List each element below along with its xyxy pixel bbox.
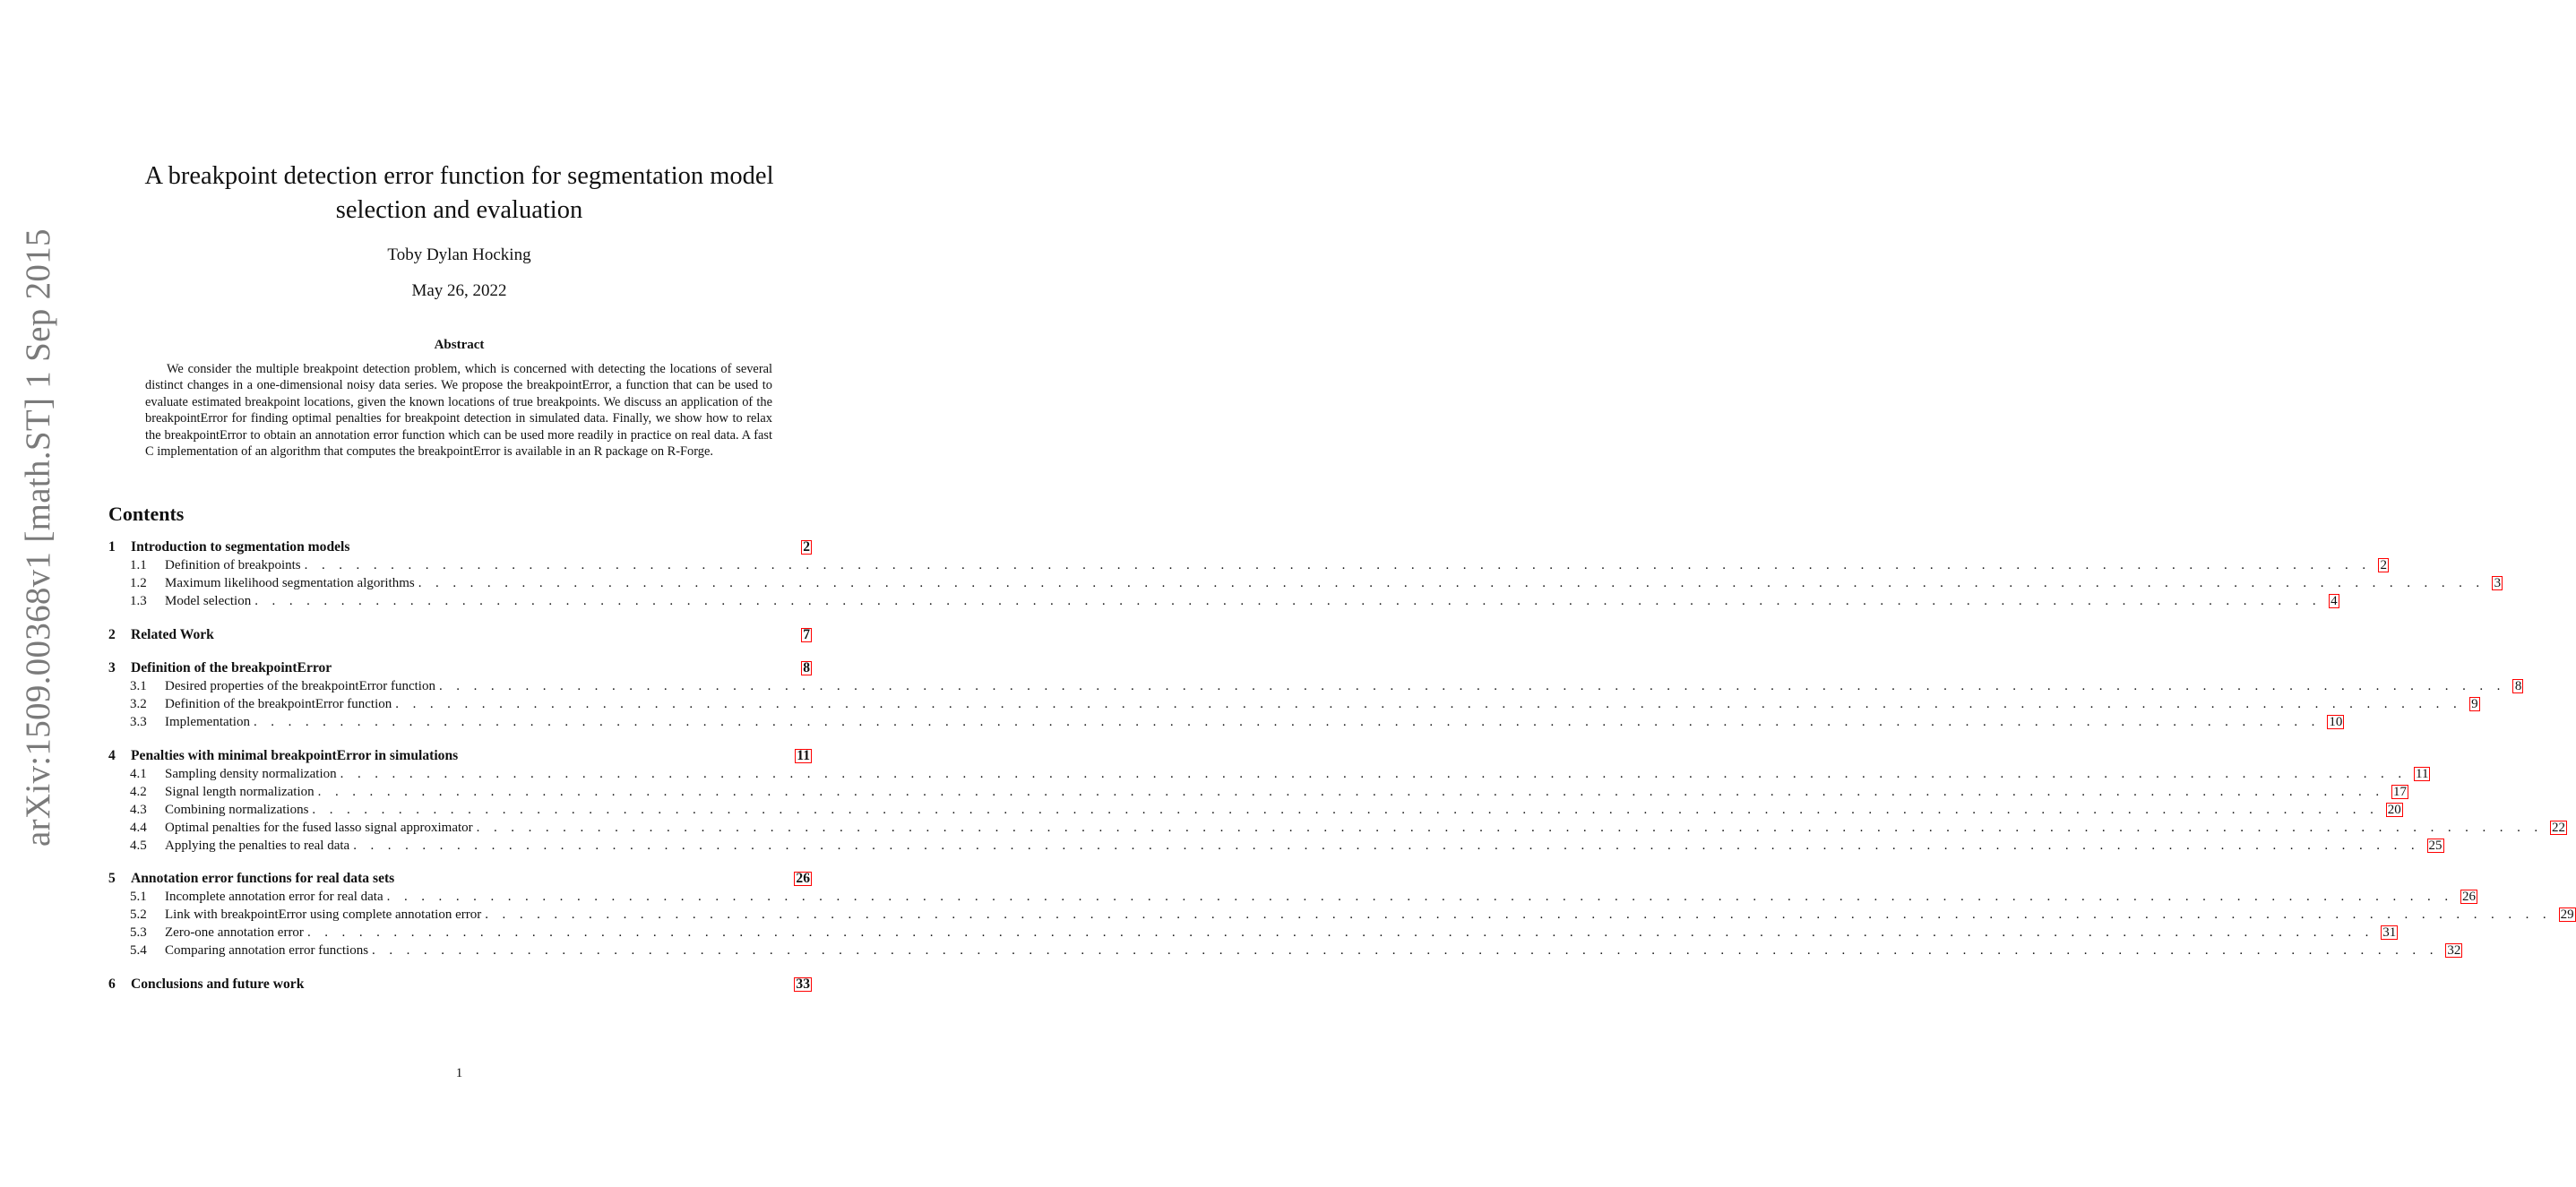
toc-page-link[interactable]: 32 [2447, 943, 2461, 958]
toc-page-link[interactable]: 20 [2387, 802, 2401, 817]
toc-entry-title: Introduction to segmentation models [131, 539, 350, 555]
toc-leader-dots: . . . . . . . . . . . . . . . . . . . . . . . . . . . . . . . . . . . . . . . . . . . . . . . . . . . . . . . . . . . . . . . . . . . . . . . . . . . . . . . . . . . . . . . . . . . . . . . . . . . . . . . . . . . . . . . . . . . . . . . . [253, 715, 2321, 729]
toc-entry-title: Definition of breakpoints [165, 558, 301, 572]
toc-section [108, 538, 2502, 610]
toc-entry-number: 1 [108, 539, 116, 555]
toc-subsection-entry[interactable] [108, 906, 2574, 924]
toc-leader-dots: . . . . . . . . . . . . . . . . . . . . . . . . . . . . . . . . . . . . . . . . . . . . . . . . . . . . . . . . . . . . . . . . . . . . . . . . . . . . . . . . . . . . . . . . . . . . . . . . . . . . . . . . . . . . . . . . . . . . . . . . [306, 925, 2374, 940]
toc-entry-title: Optimal penalties for the fused lasso signal approximator [165, 820, 473, 835]
toc-page-link[interactable]: 2 [801, 540, 812, 555]
toc-page-link[interactable]: 10 [2329, 715, 2343, 729]
toc-entry-number: 3 [108, 660, 116, 675]
toc-leader-dots: . . . . . . . . . . . . . . . . . . . . . . . . . . . . . . . . . . . . . . . . . . . . . . . . . . . . . . . . . . . . . . . . . . . . . . . . . . . . . . . . . . . . . . . . . . . . . . . . . . . . . . . . . . . . . . . . . . . . . . . . [317, 784, 2384, 799]
toc-entry-title: Related Work [131, 626, 214, 642]
toc-leader-dots: . . . . . . . . . . . . . . . . . . . . . . . . . . . . . . . . . . . . . . . . . . . . . . . . . . . . . . . . . . . . . . . . . . . . . . . . . . . . . . . . . . . . . . . . . . . . . . . . . . . . . . . . . . . . . . . . . . . . . . . . [353, 838, 2420, 853]
toc-page-link[interactable]: 17 [2393, 784, 2407, 799]
toc-entry-title: Link with breakpointError using complete annotation error [165, 907, 482, 922]
toc-entry-number: 1.3 [130, 594, 147, 608]
toc-page-link[interactable]: 9 [2469, 697, 2480, 711]
toc-entry-title: Model selection [165, 594, 252, 608]
toc-page-link[interactable]: 26 [796, 871, 810, 886]
toc-entry-title: Desired properties of the breakpointError function [165, 679, 435, 693]
toc-entry-number: 4.1 [130, 766, 147, 781]
toc-entry-title: Definition of the breakpointError function [165, 697, 392, 711]
toc-page-link[interactable]: 22 [2552, 820, 2566, 835]
toc-section-entry[interactable] [108, 538, 812, 556]
toc-page-link[interactable]: 8 [2512, 679, 2523, 693]
toc-section-entry[interactable] [108, 975, 812, 993]
toc-leader-dots: . . . . . . . . . . . . . . . . . . . . . . . . . . . . . . . . . . . . . . . . . . . . . . . . . . . . . . . . . . . . . . . . . . . . . . . . . . . . . . . . . . . . . . . . . . . . . . . . . . . . . . . . . . . . . . . . . . . . . . . . [485, 907, 2552, 922]
toc-subsection-entry[interactable] [108, 592, 2338, 610]
toc-entry-title: Conclusions and future work [131, 976, 305, 992]
toc-entry-title: Sampling density normalization [165, 766, 337, 781]
toc-page-link[interactable]: 29 [2560, 907, 2574, 922]
toc-subsection-entry[interactable] [108, 924, 2397, 942]
toc-entry-title: Implementation [165, 715, 250, 729]
toc-page-link[interactable]: 2 [2378, 558, 2389, 572]
toc-subsection-entry[interactable] [108, 888, 2476, 906]
toc-page-link[interactable]: 11 [797, 747, 810, 763]
toc-entry-number: 4.3 [130, 802, 147, 817]
toc-subsection-entry[interactable] [108, 942, 2461, 959]
toc-page-link[interactable]: 31 [2382, 925, 2397, 940]
toc-entry-number: 3.3 [130, 715, 147, 729]
toc-leader-dots: . . . . . . . . . . . . . . . . . . . . . . . . . . . . . . . . . . . . . . . . . . . . . . . . . . . . . . . . . . . . . . . . . . . . . . . . . . . . . . . . . . . . . . . . . . . . . . . . . . . . . . . . . . . . . . . . . . . . . . . . [304, 558, 2371, 572]
toc-page-link[interactable]: 33 [796, 976, 810, 992]
toc-entry-number: 1.2 [130, 576, 147, 590]
author-name: Toby Dylan Hocking [387, 245, 531, 264]
toc-page-link[interactable]: 7 [801, 628, 812, 642]
toc-entry-number: 5.2 [130, 907, 147, 922]
toc-subsection-entry[interactable] [108, 556, 2387, 574]
abstract-heading: Abstract [434, 338, 485, 352]
toc-entry-title: Zero-one annotation error [165, 925, 304, 940]
toc-entry-number: 2 [108, 626, 116, 642]
contents-heading: Contents [108, 503, 185, 525]
toc-entry-title: Annotation error functions for real data sets [131, 871, 395, 886]
toc-entry-number: 4.2 [130, 784, 147, 799]
toc-leader-dots: . . . . . . . . . . . . . . . . . . . . . . . . . . . . . . . . . . . . . . . . . . . . . . . . . . . . . . . . . . . . . . . . . . . . . . . . . . . . . . . . . . . . . . . . . . . . . . . . . . . . . . . . . . . . . . . . . . . . . . . . [254, 594, 2322, 608]
toc-section [108, 746, 2566, 855]
toc-section-entry[interactable] [108, 869, 812, 888]
toc-page-link[interactable]: 8 [801, 661, 812, 675]
toc-entry-title: Maximum likelihood segmentation algorithms [165, 576, 415, 590]
toc-page-link[interactable]: 4 [2329, 594, 2339, 608]
paper-title: A breakpoint detection error function for segmentation model selection and evaluation [144, 162, 774, 224]
toc-entry-number: 5.1 [130, 890, 147, 904]
toc-subsection-entry[interactable] [108, 801, 2401, 819]
toc-subsection-entry[interactable] [108, 819, 2566, 837]
toc-leader-dots: . . . . . . . . . . . . . . . . . . . . . . . . . . . . . . . . . . . . . . . . . . . . . . . . . . . . . . . . . . . . . . . . . . . . . . . . . . . . . . . . . . . . . . . . . . . . . . . . . . . . . . . . . . . . . . . . . . . . . . . . [418, 576, 2486, 590]
paper-date: May 26, 2022 [411, 281, 507, 300]
toc-leader-dots: . . . . . . . . . . . . . . . . . . . . . . . . . . . . . . . . . . . . . . . . . . . . . . . . . . . . . . . . . . . . . . . . . . . . . . . . . . . . . . . . . . . . . . . . . . . . . . . . . . . . . . . . . . . . . . . . . . . . . . . . [395, 697, 2462, 711]
abstract-text: We consider the multiple breakpoint detection problem, which is concerned with detecting the locations of several distinct changes in a one-dimensional noisy data series. We propose the breakpointError, a function that can be used to evaluate estimated breakpoint locations, given the known locations of true breakpoints. We discuss an application of the breakpointError for finding optimal penalties for breakpoint detection in simulated data. Finally, we show how to relax the breakpointError to obtain an annotation error function which can be used more readily in practice on real data. A fast C implementation of an algorithm that computes the breakpointError is available in an R package on R-Forge. [145, 362, 772, 460]
toc-page-link[interactable]: 26 [2462, 890, 2476, 904]
toc-leader-dots: . . . . . . . . . . . . . . . . . . . . . . . . . . . . . . . . . . . . . . . . . . . . . . . . . . . . . . . . . . . . . . . . . . . . . . . . . . . . . . . . . . . . . . . . . . . . . . . . . . . . . . . . . . . . . . . . . . . . . . . . [476, 820, 2544, 835]
toc-entry-number: 4 [108, 747, 116, 763]
toc-subsection-entry[interactable] [108, 574, 2502, 592]
table-of-contents [108, 538, 2574, 1008]
toc-leader-dots: . . . . . . . . . . . . . . . . . . . . . . . . . . . . . . . . . . . . . . . . . . . . . . . . . . . . . . . . . . . . . . . . . . . . . . . . . . . . . . . . . . . . . . . . . . . . . . . . . . . . . . . . . . . . . . . . . . . . . . . . [438, 679, 2506, 693]
toc-leader-dots: . . . . . . . . . . . . . . . . . . . . . . . . . . . . . . . . . . . . . . . . . . . . . . . . . . . . . . . . . . . . . . . . . . . . . . . . . . . . . . . . . . . . . . . . . . . . . . . . . . . . . . . . . . . . . . . . . . . . . . . . [312, 802, 2379, 817]
toc-entry-title: Comparing annotation error functions [165, 943, 369, 958]
toc-entry-number: 4.4 [130, 820, 147, 835]
toc-subsection-entry[interactable] [108, 713, 2343, 731]
toc-section [108, 869, 2574, 959]
toc-entry-number: 5 [108, 871, 116, 886]
toc-section [108, 658, 2522, 731]
toc-entry-title: Incomplete annotation error for real data [165, 890, 383, 904]
toc-page-link[interactable]: 25 [2428, 838, 2442, 853]
toc-subsection-entry[interactable] [108, 677, 2522, 695]
toc-section-entry[interactable] [108, 746, 812, 765]
toc-section [108, 975, 812, 993]
toc-entry-title: Definition of the breakpointError [131, 660, 332, 675]
toc-entry-title: Combining normalizations [165, 802, 309, 817]
toc-entry-title: Penalties with minimal breakpointError in simulations [131, 747, 459, 763]
toc-subsection-entry[interactable] [108, 765, 2429, 783]
toc-entry-number: 1.1 [130, 558, 147, 572]
toc-entry-number: 3.1 [130, 679, 147, 693]
toc-entry-number: 6 [108, 976, 116, 992]
page-number: 1 [455, 1066, 463, 1080]
toc-entry-number: 3.2 [130, 697, 147, 711]
toc-entry-number: 5.4 [130, 943, 147, 958]
toc-entry-title: Signal length normalization [165, 784, 314, 799]
toc-page-link[interactable]: 11 [2416, 766, 2429, 781]
toc-leader-dots: . . . . . . . . . . . . . . . . . . . . . . . . . . . . . . . . . . . . . . . . . . . . . . . . . . . . . . . . . . . . . . . . . . . . . . . . . . . . . . . . . . . . . . . . . . . . . . . . . . . . . . . . . . . . . . . . . . . . . . . . [340, 766, 2407, 781]
arxiv-identifier: arXiv:1509.00368v1 [math.ST] 1 Sep 2015 [19, 228, 57, 847]
toc-leader-dots: . . . . . . . . . . . . . . . . . . . . . . . . . . . . . . . . . . . . . . . . . . . . . . . . . . . . . . . . . . . . . . . . . . . . . . . . . . . . . . . . . . . . . . . . . . . . . . . . . . . . . . . . . . . . . . . . . . . . . . . . [386, 890, 2453, 904]
toc-subsection-entry[interactable] [108, 783, 2407, 801]
toc-entry-number: 5.3 [130, 925, 147, 940]
toc-section [108, 625, 812, 644]
toc-section-entry[interactable] [108, 658, 812, 677]
toc-leader-dots: . . . . . . . . . . . . . . . . . . . . . . . . . . . . . . . . . . . . . . . . . . . . . . . . . . . . . . . . . . . . . . . . . . . . . . . . . . . . . . . . . . . . . . . . . . . . . . . . . . . . . . . . . . . . . . . . . . . . . . . . [372, 943, 2439, 958]
toc-entry-title: Applying the penalties to real data [165, 838, 350, 853]
toc-page-link[interactable]: 3 [2492, 576, 2503, 590]
toc-subsection-entry[interactable] [108, 837, 2442, 855]
toc-entry-number: 4.5 [130, 838, 147, 853]
toc-subsection-entry[interactable] [108, 695, 2478, 713]
toc-section-entry[interactable] [108, 625, 812, 644]
